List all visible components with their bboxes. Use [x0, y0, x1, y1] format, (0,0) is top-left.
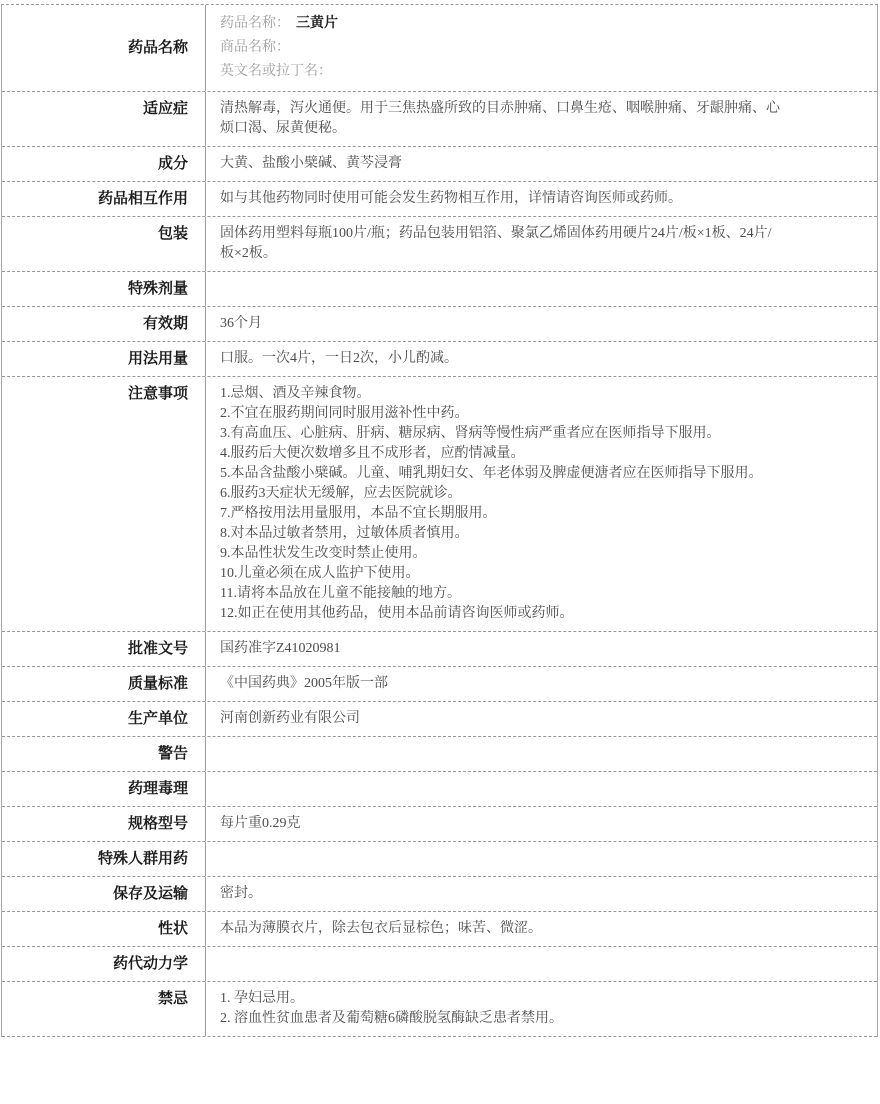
- row-special-populations: [2, 842, 877, 877]
- row-content: 国药准字Z41020981: [220, 641, 341, 656]
- row-label: 警告: [2, 737, 206, 771]
- row-indications: [2, 92, 877, 147]
- row-label: 质量标准: [2, 667, 206, 701]
- row-manufacturer: [2, 702, 877, 737]
- row-label: 有效期: [2, 307, 206, 341]
- row-content: [206, 842, 877, 876]
- row-properties: [2, 912, 877, 947]
- row-drug-name: [2, 5, 877, 92]
- row-content: 密封。: [220, 886, 262, 901]
- row-label: 批准文号: [2, 632, 206, 666]
- row-label: 注意事项: [2, 377, 206, 631]
- row-warning: [2, 737, 877, 772]
- row-label: 药代动力学: [2, 947, 206, 981]
- row-label: 禁忌: [2, 982, 206, 1036]
- row-label: 药品相互作用: [2, 182, 206, 216]
- row-content: [206, 737, 877, 771]
- row-content: [206, 272, 877, 306]
- row-approval-number: [2, 632, 877, 667]
- row-dosage-usage: [2, 342, 877, 377]
- row-contraindications: [2, 982, 877, 1037]
- row-storage-transport: [2, 877, 877, 912]
- row-label: 特殊剂量: [2, 272, 206, 306]
- row-content: 河南创新药业有限公司: [220, 711, 360, 726]
- row-label: 特殊人群用药: [2, 842, 206, 876]
- drug-info-table: [1, 4, 878, 1037]
- row-specification: [2, 807, 877, 842]
- row-content: 固体药用塑料每瓶100片/瓶；药品包装用铝箔、聚氯乙烯固体药用硬片24片/板×1板、24片/板×2板。: [220, 226, 772, 261]
- row-content: 1.忌烟、酒及辛辣食物。 2.不宜在服药期间同时服用滋补性中药。 3.有高血压、心脏病、肝病、糖尿病、肾病等慢性病严重者应在医师指导下服用。 4.服药后大便次数增多且不成形者，应酌情减量。 5.本品含盐酸小檗碱。儿童、哺乳期妇女、年老体弱及脾虚便溏者应在医师指导下服用。 6.服药3天症状无缓解，应去医院就诊。 7.严格按用法用量服用，本品不宜长期服用。 8.对本品过敏者禁用，过敏体质者慎用。 9.本品性状发生改变时禁止使用。 10.儿童必须在成人监护下使用。 11.请将本品放在儿童不能接触的地方。 12.如正在使用其他药品，使用本品前请咨询医师或药师。: [220, 386, 763, 621]
- row-label: 成分: [2, 147, 206, 181]
- english-name-field: [220, 60, 857, 84]
- row-label: 适应症: [2, 92, 206, 146]
- row-label: 生产单位: [2, 702, 206, 736]
- row-packaging: [2, 217, 877, 272]
- row-content: 大黄、盐酸小檗碱、黄芩浸膏: [220, 156, 402, 171]
- row-content: [206, 5, 877, 91]
- row-pharmacology-toxicology: [2, 772, 877, 807]
- row-label: 用法用量: [2, 342, 206, 376]
- trade-name-field: [220, 36, 857, 60]
- row-content: 36个月: [220, 316, 262, 331]
- row-content: 每片重0.29克: [220, 816, 301, 831]
- row-pharmacokinetics: [2, 947, 877, 982]
- row-special-dosage: [2, 272, 877, 307]
- row-content: 口服。一次4片，一日2次，小儿酌减。: [220, 351, 458, 366]
- row-label: 性状: [2, 912, 206, 946]
- row-content: 《中国药典》2005年版一部: [220, 676, 388, 691]
- row-label: 包装: [2, 217, 206, 271]
- row-content: 如与其他药物同时使用可能会发生药物相互作用，详情请咨询医师或药师。: [220, 191, 682, 206]
- row-label: 规格型号: [2, 807, 206, 841]
- row-label: 药理毒理: [2, 772, 206, 806]
- row-content: [206, 772, 877, 806]
- drug-name-field: [220, 12, 857, 36]
- row-quality-standard: [2, 667, 877, 702]
- row-precautions: [2, 377, 877, 632]
- row-content: 清热解毒，泻火通便。用于三焦热盛所致的目赤肿痛、口鼻生疮、咽喉肿痛、牙龈肿痛、心烦口渴、尿黄便秘。: [220, 101, 780, 136]
- drug-name-field-label: 药品名称：: [220, 16, 290, 31]
- row-content: 1. 孕妇忌用。 2. 溶血性贫血患者及葡萄糖6磷酸脱氢酶缺乏患者禁用。: [220, 991, 563, 1026]
- row-label: 保存及运输: [2, 877, 206, 911]
- row-content: [206, 947, 877, 981]
- row-interactions: [2, 182, 877, 217]
- row-label: 药品名称: [2, 5, 206, 91]
- drug-name-field-value: 三黄片: [296, 16, 338, 31]
- trade-name-field-label: 商品名称：: [220, 40, 290, 55]
- row-content: 本品为薄膜衣片，除去包衣后显棕色；味苦、微涩。: [220, 921, 542, 936]
- english-name-field-label: 英文名或拉丁名：: [220, 64, 332, 79]
- row-shelf-life: [2, 307, 877, 342]
- row-ingredients: [2, 147, 877, 182]
